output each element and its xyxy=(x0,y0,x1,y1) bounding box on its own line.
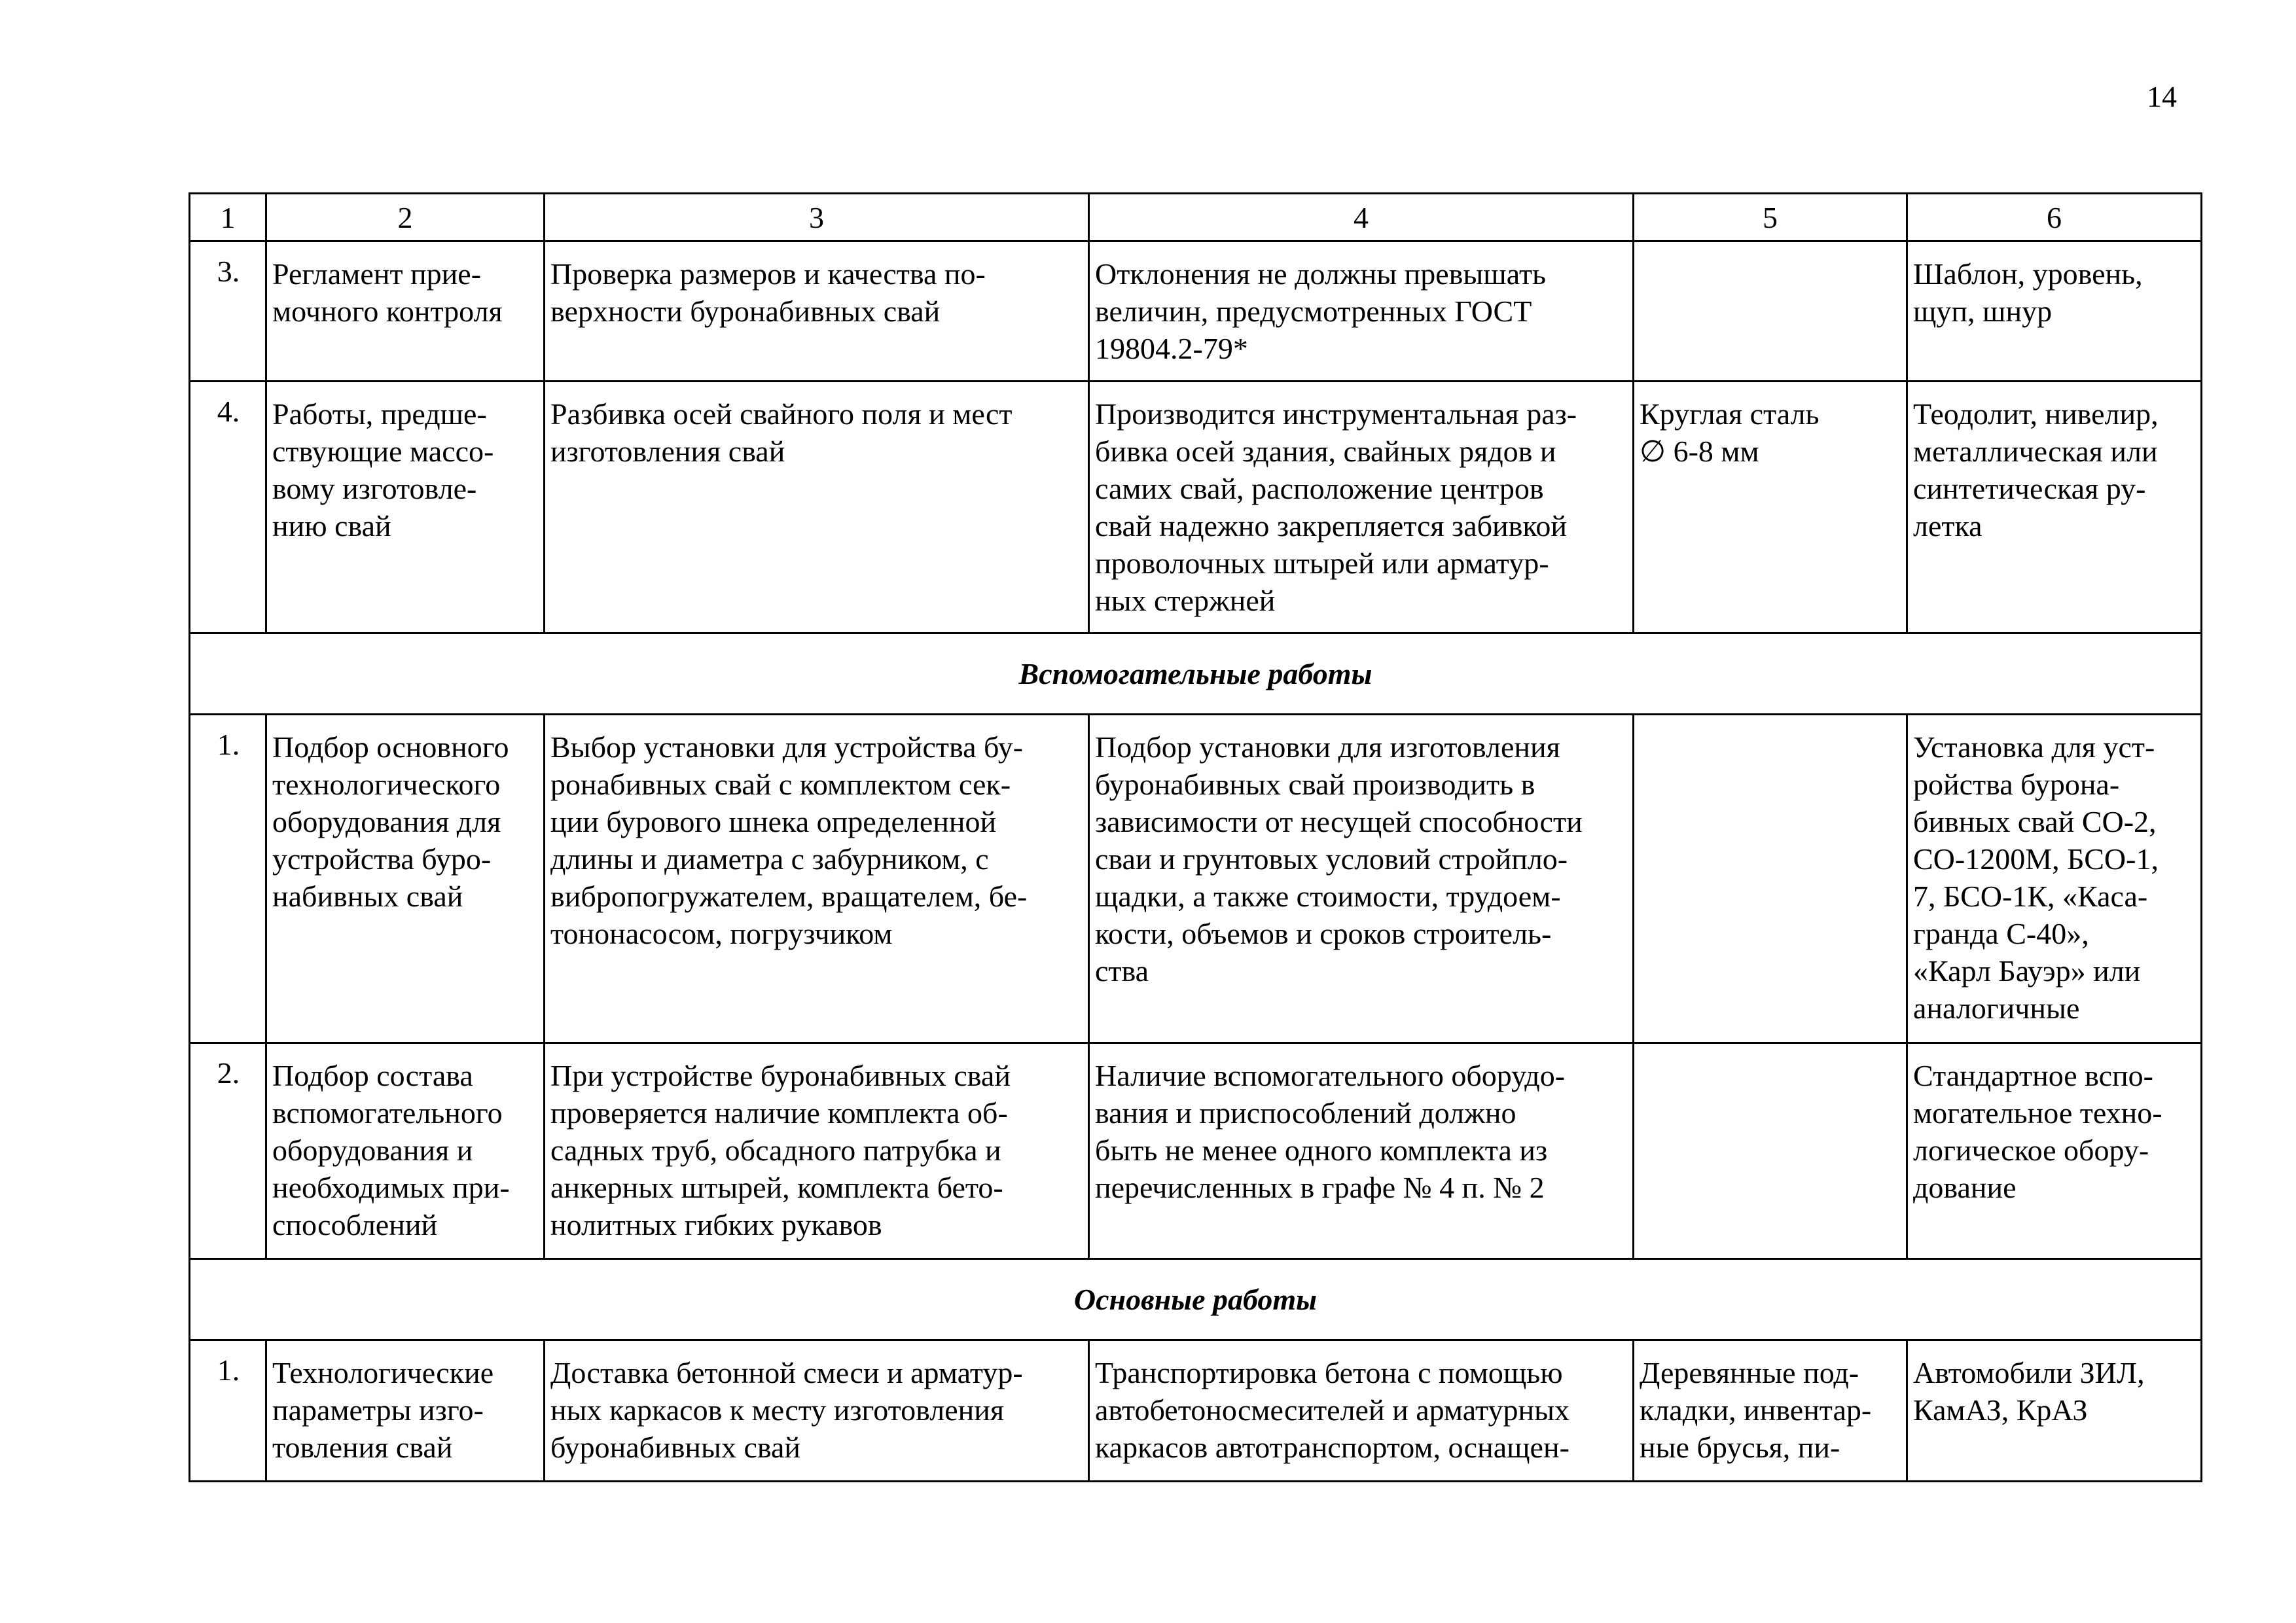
table-row xyxy=(190,1043,2202,1259)
operation-cell: Выбор установки для устройства бу- ронабивных свай с комплектом сек- ции бурового шнека определенной длины и диаметра с забурником, с вибропогружателем, вращателем, бе- тононасосом, погрузчиком xyxy=(545,715,1089,1043)
equipment-cell: Установка для уст- ройства бурона- бивных свай СО-2, СО-1200М, БСО-1, 7, БСО-1К, «Каса- гранда С-40», «Карл Бауэр» или аналогичные xyxy=(1907,715,2202,1043)
row-number: 2. xyxy=(190,1043,266,1259)
material-cell xyxy=(1634,241,1907,382)
section-row xyxy=(190,633,2202,715)
requirement-cell: Наличие вспомогательного оборудо- вания и приспособлений должно быть не менее одного комплекта из перечисленных в графе № 4 п. № 2 xyxy=(1089,1043,1634,1259)
section-row xyxy=(190,1259,2202,1340)
column-number-1: 1 xyxy=(190,194,266,241)
column-number-row xyxy=(190,194,2202,241)
material-cell xyxy=(1634,715,1907,1043)
column-number-2: 2 xyxy=(266,194,545,241)
equipment-cell: Шаблон, уровень, щуп, шнур xyxy=(1907,241,2202,382)
stage-cell: Регламент прие- мочного контроля xyxy=(266,241,545,382)
column-number-3: 3 xyxy=(545,194,1089,241)
row-number: 3. xyxy=(190,241,266,382)
row-number: 1. xyxy=(190,715,266,1043)
table-row xyxy=(190,1340,2202,1482)
page-number: 14 xyxy=(2147,80,2177,113)
operation-cell: Разбивка осей свайного поля и мест изготовления свай xyxy=(545,382,1089,633)
operation-cell: Доставка бетонной смеси и арматур- ных каркасов к месту изготовления буронабивных свай xyxy=(545,1340,1089,1482)
table-row xyxy=(190,241,2202,382)
stage-cell: Подбор основного технологического оборудования для устройства буро- набивных свай xyxy=(266,715,545,1043)
row-number: 4. xyxy=(190,382,266,633)
column-number-4: 4 xyxy=(1089,194,1634,241)
column-number-5: 5 xyxy=(1634,194,1907,241)
material-cell: Деревянные под- кладки, инвентар- ные брусья, пи- xyxy=(1634,1340,1907,1482)
stage-cell: Технологические параметры изго- товления свай xyxy=(266,1340,545,1482)
requirement-cell: Производится инструментальная раз- бивка осей здания, свайных рядов и самих свай, расположение центров свай надежно закрепляется забивкой проволочных штырей или арматур- ных стержней xyxy=(1089,382,1634,633)
material-cell: Круглая сталь ∅ 6-8 мм xyxy=(1634,382,1907,633)
work-table xyxy=(188,192,2202,1482)
requirement-cell: Транспортировка бетона с помощью автобетоносмесителей и арматурных каркасов автотранспортом, оснащен- xyxy=(1089,1340,1634,1482)
equipment-cell: Автомобили ЗИЛ, КамАЗ, КрАЗ xyxy=(1907,1340,2202,1482)
operation-cell: При устройстве буронабивных свай проверяется наличие комплекта об- садных труб, обсадного патрубка и анкерных штырей, комплекта бето- нолитных гибких рукавов xyxy=(545,1043,1089,1259)
table-row xyxy=(190,382,2202,633)
section-title-main: Основные работы xyxy=(190,1259,2202,1340)
row-number: 1. xyxy=(190,1340,266,1482)
requirement-cell: Подбор установки для изготовления буронабивных свай производить в зависимости от несущей способности сваи и грунтовых условий стройпло- щадки, а также стоимости, трудоем- кости, объемов и сроков строитель- ства xyxy=(1089,715,1634,1043)
requirement-cell: Отклонения не должны превышать величин, предусмотренных ГОСТ 19804.2-79* xyxy=(1089,241,1634,382)
material-cell xyxy=(1634,1043,1907,1259)
stage-cell: Работы, предше- ствующие массо- вому изготовле- нию свай xyxy=(266,382,545,633)
section-title-auxiliary: Вспомогательные работы xyxy=(190,633,2202,715)
equipment-cell: Теодолит, нивелир, металлическая или синтетическая ру- летка xyxy=(1907,382,2202,633)
equipment-cell: Стандартное вспо- могательное техно- логическое обору- дование xyxy=(1907,1043,2202,1259)
table-row xyxy=(190,715,2202,1043)
column-number-6: 6 xyxy=(1907,194,2202,241)
operation-cell: Проверка размеров и качества по- верхности буронабивных свай xyxy=(545,241,1089,382)
stage-cell: Подбор состава вспомогательного оборудования и необходимых при- способлений xyxy=(266,1043,545,1259)
